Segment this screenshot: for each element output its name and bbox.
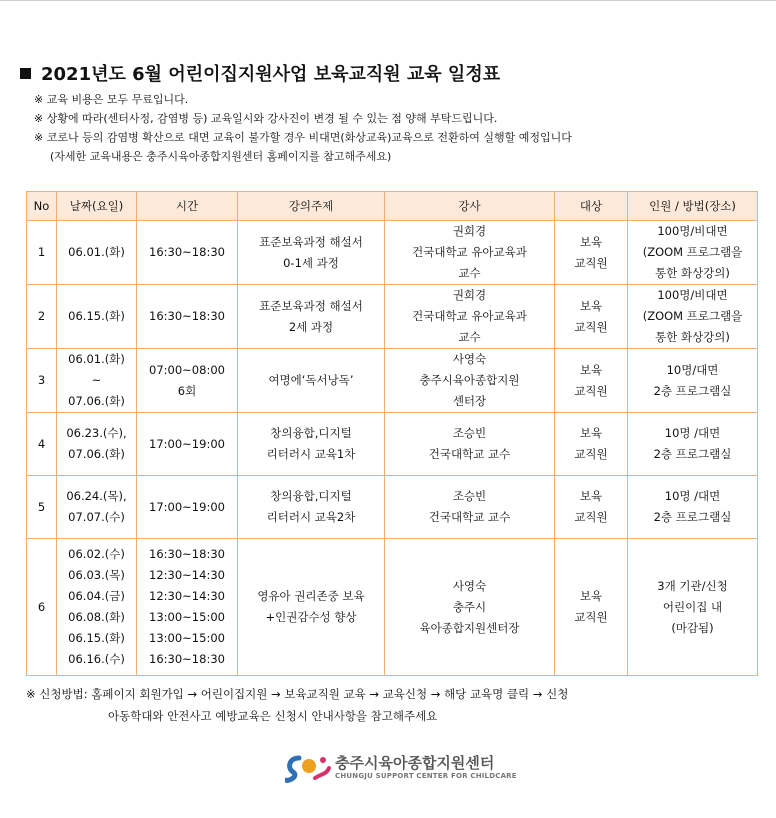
lecturer-line: 건국대학교 유아교육과 — [412, 245, 527, 259]
time-line: 07:00~08:00 — [149, 362, 225, 377]
cell-date — [57, 413, 137, 476]
time-line: 17:00~19:00 — [149, 499, 225, 514]
method-line: 10명/대면 — [666, 362, 719, 377]
time-line: 12:30~14:30 — [149, 589, 225, 603]
target-line: 보육 — [579, 362, 603, 377]
method-line: 100명/비대면 — [657, 288, 728, 302]
table-row — [27, 539, 758, 676]
method-line: (ZOOM 프로그램을 — [642, 245, 743, 259]
cell-topic — [238, 221, 385, 285]
target-line: 보육 — [579, 489, 603, 503]
target-line: 교직원 — [574, 510, 608, 524]
topic-line: 영유아 권리존중 보육 — [257, 589, 365, 603]
cell-topic — [238, 413, 385, 476]
date-line: ~ — [91, 373, 102, 387]
lecturer-line: 충주시 — [452, 599, 487, 614]
date-line: 07.06.(화) — [68, 447, 125, 461]
header-target: 대상 — [555, 192, 628, 221]
method-line: 10명 /대면 — [664, 489, 721, 503]
header-time: 시간 — [137, 192, 238, 221]
center-name-english: CHUNGJU SUPPORT CENTER FOR CHILDCARE — [335, 772, 517, 780]
topic-line: 표준보육과정 해설서 — [259, 298, 363, 313]
lecturer-line: 건국대학교 교수 — [428, 510, 511, 524]
cell-lecturer — [385, 285, 555, 349]
notice-item: ※ 상황에 따라(센터사정, 감염병 등) 교육일시와 강사진이 변경 될 수 있는 점 양해 부탁드립니다. — [34, 112, 498, 125]
center-logo-icon — [285, 752, 331, 786]
notice-item: ※ 코로나 등의 감염병 확산으로 대면 교육이 불가할 경우 비대면(화상교육)교육으로 전환하여 실행할 예정입니다 — [34, 131, 572, 144]
cell-lecturer — [385, 349, 555, 413]
cell-no: 1 — [27, 221, 57, 285]
header-topic: 강의주제 — [238, 192, 385, 221]
cell-target — [555, 476, 628, 539]
time-line: 16:30~18:30 — [149, 309, 225, 323]
time-line: 12:30~14:30 — [149, 568, 225, 582]
date-line: 06.01.(화) — [68, 352, 125, 366]
center-name-korean: 충주시육아종합지원센터 — [335, 754, 495, 772]
cell-no: 6 — [27, 539, 57, 676]
cell-time — [137, 539, 238, 676]
date-line: 06.15.(화) — [68, 631, 125, 645]
cell-method — [628, 221, 758, 285]
topic-line: 창의융합,디지털 — [270, 489, 352, 503]
cell-date — [57, 285, 137, 349]
target-line: 보육 — [579, 234, 603, 249]
cell-lecturer — [385, 539, 555, 676]
cell-lecturer — [385, 413, 555, 476]
cell-topic — [238, 476, 385, 539]
date-line: 06.03.(목) — [68, 568, 125, 582]
lecturer-line: 센터장 — [452, 394, 487, 408]
lecturer-line: 조승빈 — [452, 426, 487, 440]
lecturer-line: 권희경 — [452, 224, 487, 238]
method-line: (ZOOM 프로그램을 — [642, 309, 743, 323]
time-line: 6회 — [177, 383, 197, 398]
topic-line: 2세 과정 — [288, 319, 334, 334]
cell-method — [628, 349, 758, 413]
top-border-line — [0, 0, 776, 1]
method-line: 2층 프로그램실 — [653, 447, 732, 461]
cell-method — [628, 413, 758, 476]
lecturer-line: 권희경 — [452, 288, 487, 302]
date-line: 06.23.(수), — [66, 426, 127, 440]
topic-line: 표준보육과정 해설서 — [259, 234, 363, 249]
date-line: 06.08.(화) — [68, 610, 125, 624]
cell-lecturer — [385, 221, 555, 285]
table-row — [27, 476, 758, 539]
date-line: 06.16.(수) — [68, 652, 125, 666]
page-title — [20, 60, 500, 86]
target-line: 교직원 — [574, 610, 608, 624]
date-line: 06.24.(목), — [66, 489, 127, 503]
date-line: 06.15.(화) — [68, 309, 125, 323]
time-line: 13:00~15:00 — [149, 610, 225, 624]
header-no: No — [27, 192, 57, 221]
cell-date — [57, 476, 137, 539]
table-row — [27, 413, 758, 476]
method-line: 통한 화상강의) — [655, 266, 730, 280]
cell-target — [555, 285, 628, 349]
table-row — [27, 349, 758, 413]
topic-line: 창의융합,디지털 — [270, 426, 352, 440]
cell-target — [555, 349, 628, 413]
time-line: 16:30~18:30 — [149, 652, 225, 666]
cell-target — [555, 221, 628, 285]
cell-topic — [238, 539, 385, 676]
cell-date — [57, 539, 137, 676]
date-line: 06.01.(화) — [68, 245, 125, 259]
lecturer-line: 충주시육아종합지원 — [419, 373, 520, 387]
cell-target — [555, 413, 628, 476]
cell-no: 5 — [27, 476, 57, 539]
method-line: (마감됨) — [671, 620, 714, 635]
target-line: 교직원 — [574, 319, 608, 334]
lecturer-line: 교수 — [458, 266, 481, 280]
date-line: 06.04.(금) — [68, 589, 125, 603]
target-line: 보육 — [579, 589, 603, 603]
cell-time — [137, 413, 238, 476]
topic-line: 0-1세 과정 — [283, 255, 339, 270]
cell-time — [137, 221, 238, 285]
time-line: 16:30~18:30 — [149, 245, 225, 259]
lecturer-line: 건국대학교 교수 — [428, 447, 511, 461]
application-method-line: ※ 신청방법: 홈페이지 회원가입 → 어린이집지원 → 보육교직원 교육 → 교육신청 → 해당 교육명 클릭 → 신청 — [26, 687, 569, 701]
cell-no: 3 — [27, 349, 57, 413]
date-line: 07.06.(화) — [68, 394, 125, 408]
lecturer-line: 건국대학교 유아교육과 — [412, 309, 527, 323]
time-line: 13:00~15:00 — [149, 631, 225, 645]
method-line: 3개 기관/신청 — [657, 578, 728, 593]
method-line: 통한 화상강의) — [655, 330, 730, 344]
target-line: 보육 — [579, 426, 603, 440]
table-row — [27, 221, 758, 285]
lecturer-line: 사영숙 — [452, 352, 487, 366]
header-method: 인원 / 방법(장소) — [628, 192, 758, 221]
topic-line: +인권감수성 향상 — [265, 610, 357, 624]
notice-item: ※ 교육 비용은 모두 무료입니다. — [34, 93, 189, 106]
page-title-text: 2021년도 6월 어린이집지원사업 보육교직원 교육 일정표 — [41, 64, 501, 85]
cell-no: 4 — [27, 413, 57, 476]
notice-subnote: (자세한 교육내용은 충주시육아종합지원센터 홈페이지를 참고해주세요) — [50, 150, 392, 163]
cell-time — [137, 349, 238, 413]
cell-no: 2 — [27, 285, 57, 349]
target-line: 교직원 — [574, 255, 608, 270]
table-header-row — [27, 192, 758, 221]
target-line: 교직원 — [574, 447, 608, 461]
cell-date — [57, 221, 137, 285]
cell-method — [628, 539, 758, 676]
time-line: 16:30~18:30 — [149, 547, 225, 561]
target-line: 교직원 — [574, 383, 608, 398]
square-bullet-icon — [20, 68, 31, 79]
lecturer-line: 사영숙 — [452, 578, 487, 593]
schedule-table — [26, 191, 758, 676]
lecturer-line: 육아종합지원센터장 — [419, 620, 520, 635]
topic-line: 리터러시 교육2차 — [266, 510, 356, 524]
method-line: 10명 /대면 — [664, 426, 721, 440]
cell-time — [137, 285, 238, 349]
cell-date — [57, 349, 137, 413]
application-method-note: 아동학대와 안전사고 예방교육은 신청시 안내사항을 참고해주세요 — [108, 709, 438, 723]
topic-line: 여명에‘독서낭독’ — [268, 373, 354, 387]
target-line: 보육 — [579, 298, 603, 313]
time-line: 17:00~19:00 — [149, 436, 225, 451]
date-line: 06.02.(수) — [68, 547, 125, 561]
header-date: 날짜(요일) — [57, 192, 137, 221]
topic-line: 리터러시 교육1차 — [266, 447, 356, 461]
application-method — [26, 683, 568, 727]
cell-topic — [238, 285, 385, 349]
table-row — [27, 285, 758, 349]
method-line: 어린이집 내 — [662, 599, 723, 614]
lecturer-line: 조승빈 — [452, 489, 487, 503]
cell-topic — [238, 349, 385, 413]
date-line: 07.07.(수) — [68, 510, 125, 524]
lecturer-line: 교수 — [458, 330, 481, 344]
cell-method — [628, 285, 758, 349]
method-line: 100명/비대면 — [657, 224, 728, 238]
method-line: 2층 프로그램실 — [653, 383, 732, 398]
cell-time — [137, 476, 238, 539]
cell-lecturer — [385, 476, 555, 539]
method-line: 2층 프로그램실 — [653, 510, 732, 524]
cell-method — [628, 476, 758, 539]
header-lecturer: 강사 — [385, 192, 555, 221]
notice-list — [34, 90, 572, 166]
cell-target — [555, 539, 628, 676]
